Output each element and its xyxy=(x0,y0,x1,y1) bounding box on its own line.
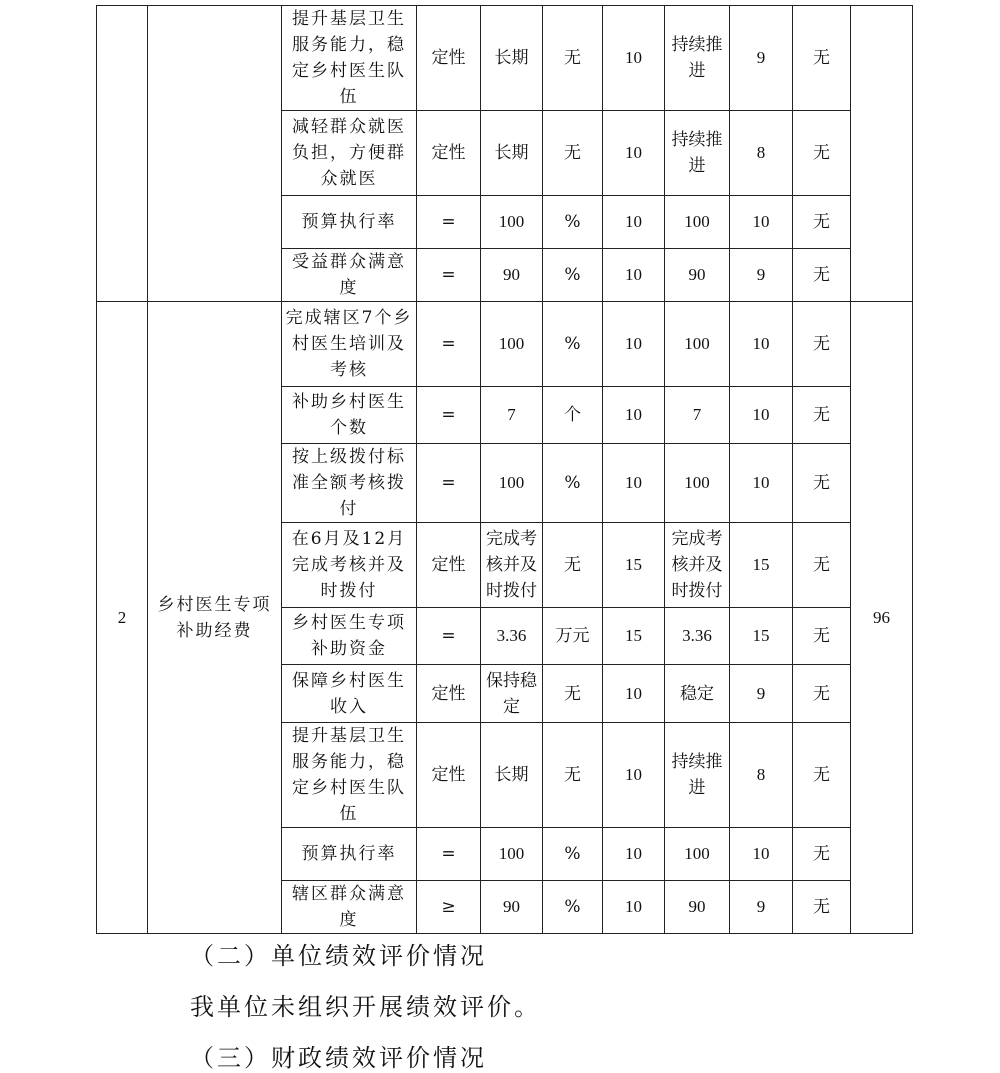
operator-cell: 定性 xyxy=(417,723,481,828)
remark-cell: 无 xyxy=(793,249,851,302)
remark-cell: 无 xyxy=(793,523,851,608)
unit-cell: 无 xyxy=(543,665,603,723)
indicator-cell: 辖区群众满意度 xyxy=(282,881,417,934)
unit-cell: % xyxy=(543,828,603,881)
score-cell: 10 xyxy=(730,196,793,249)
actual-cell: 稳定 xyxy=(665,665,730,723)
section-heading-fiscal-evaluation: （三）财政绩效评价情况 xyxy=(190,1044,487,1072)
weight-cell: 10 xyxy=(603,249,665,302)
remark-cell: 无 xyxy=(793,881,851,934)
target-cell: 长期 xyxy=(481,111,543,196)
weight-cell: 10 xyxy=(603,444,665,523)
weight-cell: 10 xyxy=(603,828,665,881)
unit-cell: 无 xyxy=(543,523,603,608)
weight-cell: 10 xyxy=(603,665,665,723)
operator-cell: = xyxy=(417,608,481,665)
table-row xyxy=(97,302,913,387)
project-cell xyxy=(148,6,282,302)
operator-cell: = xyxy=(417,302,481,387)
weight-cell: 15 xyxy=(603,523,665,608)
score-cell: 9 xyxy=(730,881,793,934)
indicator-cell: 减轻群众就医负担，方便群众就医 xyxy=(282,111,417,196)
score-cell: 10 xyxy=(730,444,793,523)
actual-cell: 3.36 xyxy=(665,608,730,665)
target-cell: 7 xyxy=(481,387,543,444)
operator-cell: 定性 xyxy=(417,665,481,723)
unit-cell: % xyxy=(543,444,603,523)
operator-cell: 定性 xyxy=(417,111,481,196)
indicator-cell: 提升基层卫生服务能力，稳定乡村医生队伍 xyxy=(282,6,417,111)
actual-cell: 90 xyxy=(665,881,730,934)
indicator-cell: 受益群众满意度 xyxy=(282,249,417,302)
unit-evaluation-paragraph: 我单位未组织开展绩效评价。 xyxy=(190,993,541,1021)
target-cell: 保持稳定 xyxy=(481,665,543,723)
score-cell: 8 xyxy=(730,111,793,196)
unit-cell: 无 xyxy=(543,6,603,111)
remark-cell: 无 xyxy=(793,608,851,665)
unit-cell: % xyxy=(543,196,603,249)
target-cell: 长期 xyxy=(481,723,543,828)
unit-cell: % xyxy=(543,881,603,934)
indicator-cell: 完成辖区7个乡村医生培训及考核 xyxy=(282,302,417,387)
operator-cell: = xyxy=(417,387,481,444)
score-cell: 9 xyxy=(730,6,793,111)
score-cell: 8 xyxy=(730,723,793,828)
unit-cell: 无 xyxy=(543,111,603,196)
remark-cell: 无 xyxy=(793,828,851,881)
remark-cell: 无 xyxy=(793,723,851,828)
score-cell: 10 xyxy=(730,828,793,881)
actual-cell: 完成考核并及时拨付 xyxy=(665,523,730,608)
weight-cell: 10 xyxy=(603,196,665,249)
total-score-cell: 96 xyxy=(851,302,913,934)
target-cell: 完成考核并及时拨付 xyxy=(481,523,543,608)
operator-cell: ≥ xyxy=(417,881,481,934)
weight-cell: 15 xyxy=(603,608,665,665)
actual-cell: 90 xyxy=(665,249,730,302)
actual-cell: 持续推进 xyxy=(665,111,730,196)
unit-cell: 无 xyxy=(543,723,603,828)
indicator-cell: 提升基层卫生服务能力，稳定乡村医生队伍 xyxy=(282,723,417,828)
target-cell: 90 xyxy=(481,249,543,302)
indicator-cell: 预算执行率 xyxy=(282,828,417,881)
actual-cell: 100 xyxy=(665,444,730,523)
weight-cell: 10 xyxy=(603,881,665,934)
operator-cell: = xyxy=(417,249,481,302)
weight-cell: 10 xyxy=(603,723,665,828)
operator-cell: 定性 xyxy=(417,6,481,111)
total-score-cell xyxy=(851,6,913,302)
unit-cell: % xyxy=(543,302,603,387)
weight-cell: 10 xyxy=(603,387,665,444)
score-cell: 9 xyxy=(730,665,793,723)
weight-cell: 10 xyxy=(603,111,665,196)
remark-cell: 无 xyxy=(793,444,851,523)
score-cell: 10 xyxy=(730,302,793,387)
remark-cell: 无 xyxy=(793,196,851,249)
target-cell: 3.36 xyxy=(481,608,543,665)
remark-cell: 无 xyxy=(793,111,851,196)
operator-cell: 定性 xyxy=(417,523,481,608)
target-cell: 100 xyxy=(481,828,543,881)
score-cell: 10 xyxy=(730,387,793,444)
remark-cell: 无 xyxy=(793,665,851,723)
target-cell: 90 xyxy=(481,881,543,934)
actual-cell: 100 xyxy=(665,196,730,249)
weight-cell: 10 xyxy=(603,6,665,111)
section-heading-unit-evaluation: （二）单位绩效评价情况 xyxy=(190,942,487,970)
actual-cell: 100 xyxy=(665,302,730,387)
actual-cell: 100 xyxy=(665,828,730,881)
target-cell: 长期 xyxy=(481,6,543,111)
operator-cell: = xyxy=(417,444,481,523)
project-name-cell: 乡村医生专项补助经费 xyxy=(148,302,282,934)
indicator-cell: 在6月及12月完成考核并及时拨付 xyxy=(282,523,417,608)
remark-cell: 无 xyxy=(793,387,851,444)
actual-cell: 持续推进 xyxy=(665,723,730,828)
score-cell: 9 xyxy=(730,249,793,302)
actual-cell: 持续推进 xyxy=(665,6,730,111)
operator-cell: = xyxy=(417,828,481,881)
indicator-cell: 保障乡村医生收入 xyxy=(282,665,417,723)
weight-cell: 10 xyxy=(603,302,665,387)
target-cell: 100 xyxy=(481,444,543,523)
unit-cell: 个 xyxy=(543,387,603,444)
performance-table xyxy=(96,5,913,934)
operator-cell: = xyxy=(417,196,481,249)
score-cell: 15 xyxy=(730,608,793,665)
target-cell: 100 xyxy=(481,196,543,249)
unit-cell: 万元 xyxy=(543,608,603,665)
score-cell: 15 xyxy=(730,523,793,608)
unit-cell: % xyxy=(543,249,603,302)
target-cell: 100 xyxy=(481,302,543,387)
indicator-cell: 预算执行率 xyxy=(282,196,417,249)
table-row xyxy=(97,6,913,111)
index-cell xyxy=(97,6,148,302)
indicator-cell: 乡村医生专项补助资金 xyxy=(282,608,417,665)
remark-cell: 无 xyxy=(793,6,851,111)
remark-cell: 无 xyxy=(793,302,851,387)
indicator-cell: 按上级拨付标准全额考核拨付 xyxy=(282,444,417,523)
indicator-cell: 补助乡村医生个数 xyxy=(282,387,417,444)
actual-cell: 7 xyxy=(665,387,730,444)
index-cell: 2 xyxy=(97,302,148,934)
